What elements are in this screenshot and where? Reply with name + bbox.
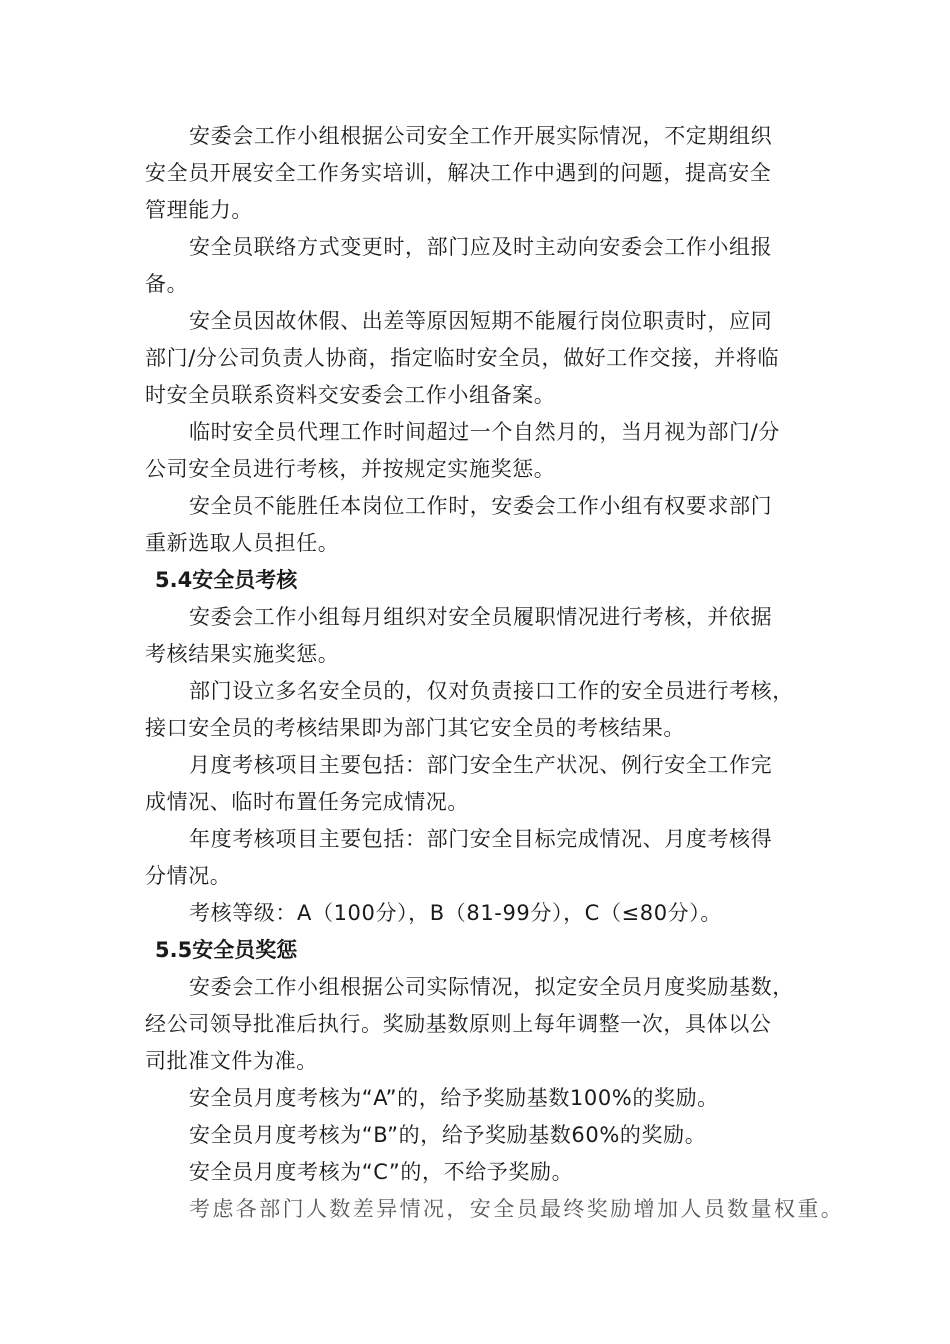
- paragraph-line: 安委会工作小组每月组织对安全员履职情况进行考核，并依据: [189, 605, 773, 629]
- paragraph-line: 安委会工作小组根据公司实际情况，拟定安全员月度奖励基数，: [189, 975, 794, 999]
- paragraph-line: 安全员联络方式变更时，部门应及时主动向安委会工作小组报: [189, 235, 773, 259]
- paragraph-line: 安全员月度考核为“B”的，给予奖励基数60%的奖励。: [189, 1123, 707, 1147]
- section-heading: 5.4安全员考核: [155, 568, 298, 592]
- paragraph-line: 考核等级：A（100分），B（81-99分），C（≤80分）。: [189, 901, 722, 925]
- paragraph-line: 安全员开展安全工作务实培训，解决工作中遇到的问题，提高安全: [145, 161, 772, 185]
- paragraph-line: 部门/分公司负责人协商，指定临时安全员，做好工作交接，并将临: [145, 346, 780, 370]
- paragraph-line: 安全员因故休假、出差等原因短期不能履行岗位职责时，应同: [189, 309, 773, 333]
- paragraph-line: 安委会工作小组根据公司安全工作开展实际情况，不定期组织: [189, 124, 773, 148]
- paragraph-line: 接口安全员的考核结果即为部门其它安全员的考核结果。: [145, 716, 685, 740]
- paragraph-line: 安全员不能胜任本岗位工作时，安委会工作小组有权要求部门: [189, 494, 773, 518]
- paragraph-line: 安全员月度考核为“A”的，给予奖励基数100%的奖励。: [189, 1086, 719, 1110]
- paragraph-line: 管理能力。: [145, 198, 253, 222]
- paragraph-line: 公司安全员进行考核，并按规定实施奖惩。: [145, 457, 556, 481]
- paragraph-line: 备。: [145, 272, 189, 296]
- section-heading: 5.5安全员奖惩: [155, 938, 298, 962]
- paragraph-line: 部门设立多名安全员的，仅对负责接口工作的安全员进行考核，: [189, 679, 794, 703]
- paragraph-line: 考核结果实施奖惩。: [145, 642, 340, 666]
- paragraph-line: 分情况。: [145, 864, 232, 888]
- paragraph-line: 年度考核项目主要包括：部门安全目标完成情况、月度考核得: [189, 827, 773, 851]
- paragraph-line: 经公司领导批准后执行。奖励基数原则上每年调整一次，具体以公: [145, 1012, 772, 1036]
- paragraph-line: 司批准文件为准。: [145, 1049, 318, 1073]
- paragraph-line: 考虑各部门人数差异情况，安全员最终奖励增加人员数量权重。: [189, 1197, 845, 1221]
- paragraph-line: 时安全员联系资料交安委会工作小组备案。: [145, 383, 556, 407]
- paragraph-line: 重新选取人员担任。: [145, 531, 340, 555]
- paragraph-line: 安全员月度考核为“C”的，不给予奖励。: [189, 1160, 574, 1184]
- paragraph-line: 成情况、临时布置任务完成情况。: [145, 790, 469, 814]
- paragraph-line: 临时安全员代理工作时间超过一个自然月的，当月视为部门/分: [189, 420, 780, 444]
- paragraph-line: 月度考核项目主要包括：部门安全生产状况、例行安全工作完: [189, 753, 773, 777]
- document-body: [145, 118, 845, 1228]
